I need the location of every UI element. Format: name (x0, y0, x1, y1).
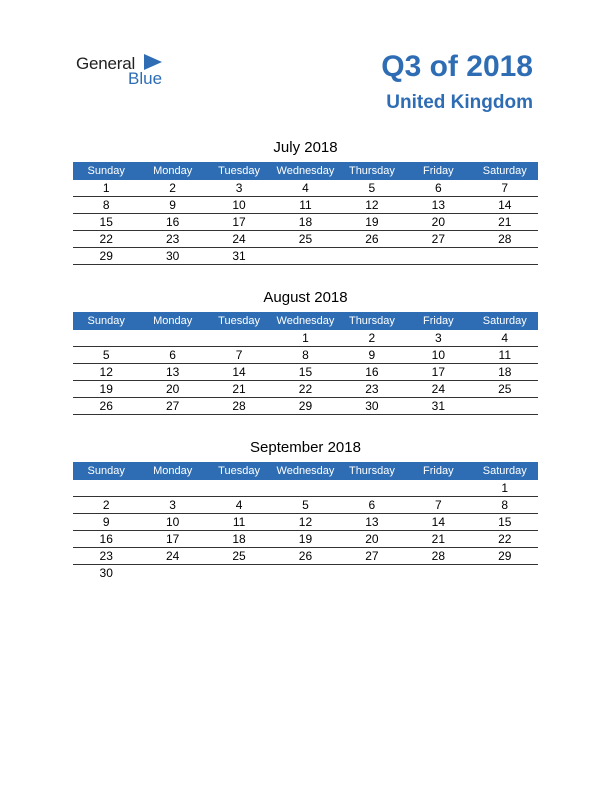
day-cell (73, 330, 139, 347)
logo-flag-icon (144, 54, 162, 70)
day-cell: 5 (339, 180, 405, 197)
day-cell: 10 (139, 514, 205, 531)
day-cell: 11 (472, 347, 538, 364)
day-cell: 1 (272, 330, 338, 347)
day-cell (73, 480, 139, 497)
day-cell: 30 (339, 398, 405, 415)
page-subtitle: United Kingdom (386, 92, 533, 113)
week-row (73, 197, 538, 214)
day-cell: 17 (405, 364, 471, 381)
day-cell: 15 (472, 514, 538, 531)
day-cell (272, 480, 338, 497)
day-cell: 2 (339, 330, 405, 347)
weekday-header: Friday (405, 162, 471, 180)
day-cell (272, 248, 338, 265)
day-cell: 13 (405, 197, 471, 214)
day-cell (139, 565, 205, 582)
calendar-table (73, 462, 538, 581)
day-cell (272, 565, 338, 582)
logo-general-text: General (76, 54, 136, 73)
day-cell: 30 (99, 566, 113, 580)
day-cell: 22 (73, 231, 139, 248)
day-cell: 31 (405, 398, 471, 415)
day-cell: 28 (206, 398, 272, 415)
weekday-header: Monday (139, 462, 205, 480)
week-row (73, 398, 538, 415)
week-row (73, 364, 538, 381)
day-cell: 6 (405, 180, 471, 197)
month-title: August 2018 (263, 289, 348, 306)
day-cell: 31 (206, 248, 272, 265)
weekday-header-row (73, 162, 538, 180)
weekday-header: Friday (405, 462, 471, 480)
day-cell (472, 565, 538, 582)
day-cell: 3 (139, 497, 205, 514)
day-cell: 29 (272, 398, 338, 415)
day-cell: 20 (139, 381, 205, 398)
day-cell: 10 (206, 197, 272, 214)
logo-blue-text: Blue (128, 69, 163, 88)
weekday-header: Tuesday (206, 162, 272, 180)
weekday-header: Monday (139, 312, 205, 330)
day-cell (472, 398, 538, 415)
day-cell: 3 (405, 330, 471, 347)
calendar-table (73, 162, 538, 265)
calendar-table (73, 312, 538, 415)
day-cell (405, 480, 471, 497)
day-cell (405, 565, 471, 582)
day-cell: 15 (73, 214, 139, 231)
weekday-header: Wednesday (272, 162, 338, 180)
month-calendar (73, 288, 538, 415)
month-calendar (73, 138, 538, 265)
page-title: Q3 of 2018 (381, 50, 533, 83)
week-row (73, 248, 538, 265)
day-cell: 7 (405, 497, 471, 514)
weekday-header: Sunday (73, 312, 139, 330)
day-cell: 24 (405, 381, 471, 398)
day-cell: 22 (472, 531, 538, 548)
day-cell: 27 (139, 398, 205, 415)
day-cell: 19 (73, 381, 139, 398)
day-cell: 17 (206, 214, 272, 231)
day-cell: 20 (405, 214, 471, 231)
weekday-header: Sunday (73, 462, 139, 480)
week-row (73, 497, 538, 514)
day-cell: 15 (272, 364, 338, 381)
day-cell: 14 (206, 364, 272, 381)
day-cell: 9 (139, 197, 205, 214)
weekday-header-row (73, 462, 538, 480)
day-cell: 23 (139, 231, 205, 248)
day-cell: 14 (472, 197, 538, 214)
week-row (73, 381, 538, 398)
day-cell: 18 (272, 214, 338, 231)
day-cell: 18 (206, 531, 272, 548)
day-cell: 11 (206, 514, 272, 531)
day-cell: 25 (472, 381, 538, 398)
weekday-header: Thursday (339, 312, 405, 330)
weekday-header: Wednesday (272, 462, 338, 480)
day-cell: 6 (339, 497, 405, 514)
day-cell: 9 (339, 347, 405, 364)
week-row (73, 214, 538, 231)
day-cell: 1 (472, 480, 538, 497)
day-cell: 6 (139, 347, 205, 364)
weekday-header: Tuesday (206, 462, 272, 480)
week-row (73, 347, 538, 364)
day-cell: 14 (405, 514, 471, 531)
weekday-header: Friday (405, 312, 471, 330)
weekday-header: Thursday (339, 462, 405, 480)
day-cell: 4 (272, 180, 338, 197)
week-row (73, 514, 538, 531)
day-cell: 16 (139, 214, 205, 231)
day-cell: 2 (73, 497, 139, 514)
day-cell: 23 (339, 381, 405, 398)
week-row (73, 480, 538, 497)
day-cell: 25 (272, 231, 338, 248)
day-cell: 8 (272, 347, 338, 364)
month-calendar (73, 438, 538, 581)
day-cell: 21 (405, 531, 471, 548)
day-cell: 4 (472, 330, 538, 347)
day-cell: 1 (73, 180, 139, 197)
week-row (73, 180, 538, 197)
week-row (73, 231, 538, 248)
day-cell: 8 (73, 197, 139, 214)
day-cell: 22 (272, 381, 338, 398)
day-cell: 26 (339, 231, 405, 248)
day-cell: 24 (139, 548, 205, 565)
day-cell: 4 (206, 497, 272, 514)
day-cell: 5 (73, 347, 139, 364)
day-cell (206, 330, 272, 347)
month-title: September 2018 (250, 439, 361, 456)
logo (76, 54, 176, 88)
week-row (73, 548, 538, 565)
day-cell (139, 480, 205, 497)
day-cell: 19 (339, 214, 405, 231)
weekday-header-row (73, 312, 538, 330)
day-cell (339, 565, 405, 582)
day-cell: 18 (472, 364, 538, 381)
week-row (73, 330, 538, 347)
day-cell (339, 480, 405, 497)
day-cell: 12 (272, 514, 338, 531)
weekday-header: Saturday (472, 462, 538, 480)
day-cell: 27 (405, 231, 471, 248)
day-cell: 21 (472, 214, 538, 231)
day-cell: 11 (272, 197, 338, 214)
weekday-header: Thursday (339, 162, 405, 180)
day-cell (206, 565, 272, 582)
month-title: July 2018 (273, 139, 338, 156)
day-cell: 16 (73, 531, 139, 548)
day-cell (206, 480, 272, 497)
day-cell: 23 (73, 548, 139, 565)
weekday-header: Saturday (472, 162, 538, 180)
day-cell (472, 248, 538, 265)
weekday-header: Sunday (73, 162, 139, 180)
day-cell: 2 (139, 180, 205, 197)
day-cell: 27 (339, 548, 405, 565)
day-cell: 19 (272, 531, 338, 548)
day-cell: 12 (73, 364, 139, 381)
day-cell: 28 (472, 231, 538, 248)
day-cell: 7 (472, 180, 538, 197)
day-cell: 13 (139, 364, 205, 381)
day-cell: 9 (73, 514, 139, 531)
day-cell: 21 (206, 381, 272, 398)
day-cell: 26 (272, 548, 338, 565)
weekday-header: Saturday (472, 312, 538, 330)
weekday-header: Monday (139, 162, 205, 180)
day-cell: 8 (472, 497, 538, 514)
day-cell (339, 248, 405, 265)
day-cell: 20 (339, 531, 405, 548)
week-row (73, 531, 538, 548)
day-cell: 30 (139, 248, 205, 265)
day-cell (405, 248, 471, 265)
day-cell: 24 (206, 231, 272, 248)
weekday-header: Tuesday (206, 312, 272, 330)
day-cell (139, 330, 205, 347)
day-cell: 26 (73, 398, 139, 415)
day-cell: 5 (272, 497, 338, 514)
day-cell: 7 (206, 347, 272, 364)
day-cell: 3 (206, 180, 272, 197)
weekday-header: Wednesday (272, 312, 338, 330)
week-row (73, 565, 538, 582)
day-cell: 10 (405, 347, 471, 364)
day-cell: 29 (472, 548, 538, 565)
day-cell: 29 (73, 248, 139, 265)
day-cell: 13 (339, 514, 405, 531)
day-cell: 12 (339, 197, 405, 214)
day-cell: 28 (405, 548, 471, 565)
day-cell: 25 (206, 548, 272, 565)
day-cell: 16 (339, 364, 405, 381)
day-cell: 17 (139, 531, 205, 548)
